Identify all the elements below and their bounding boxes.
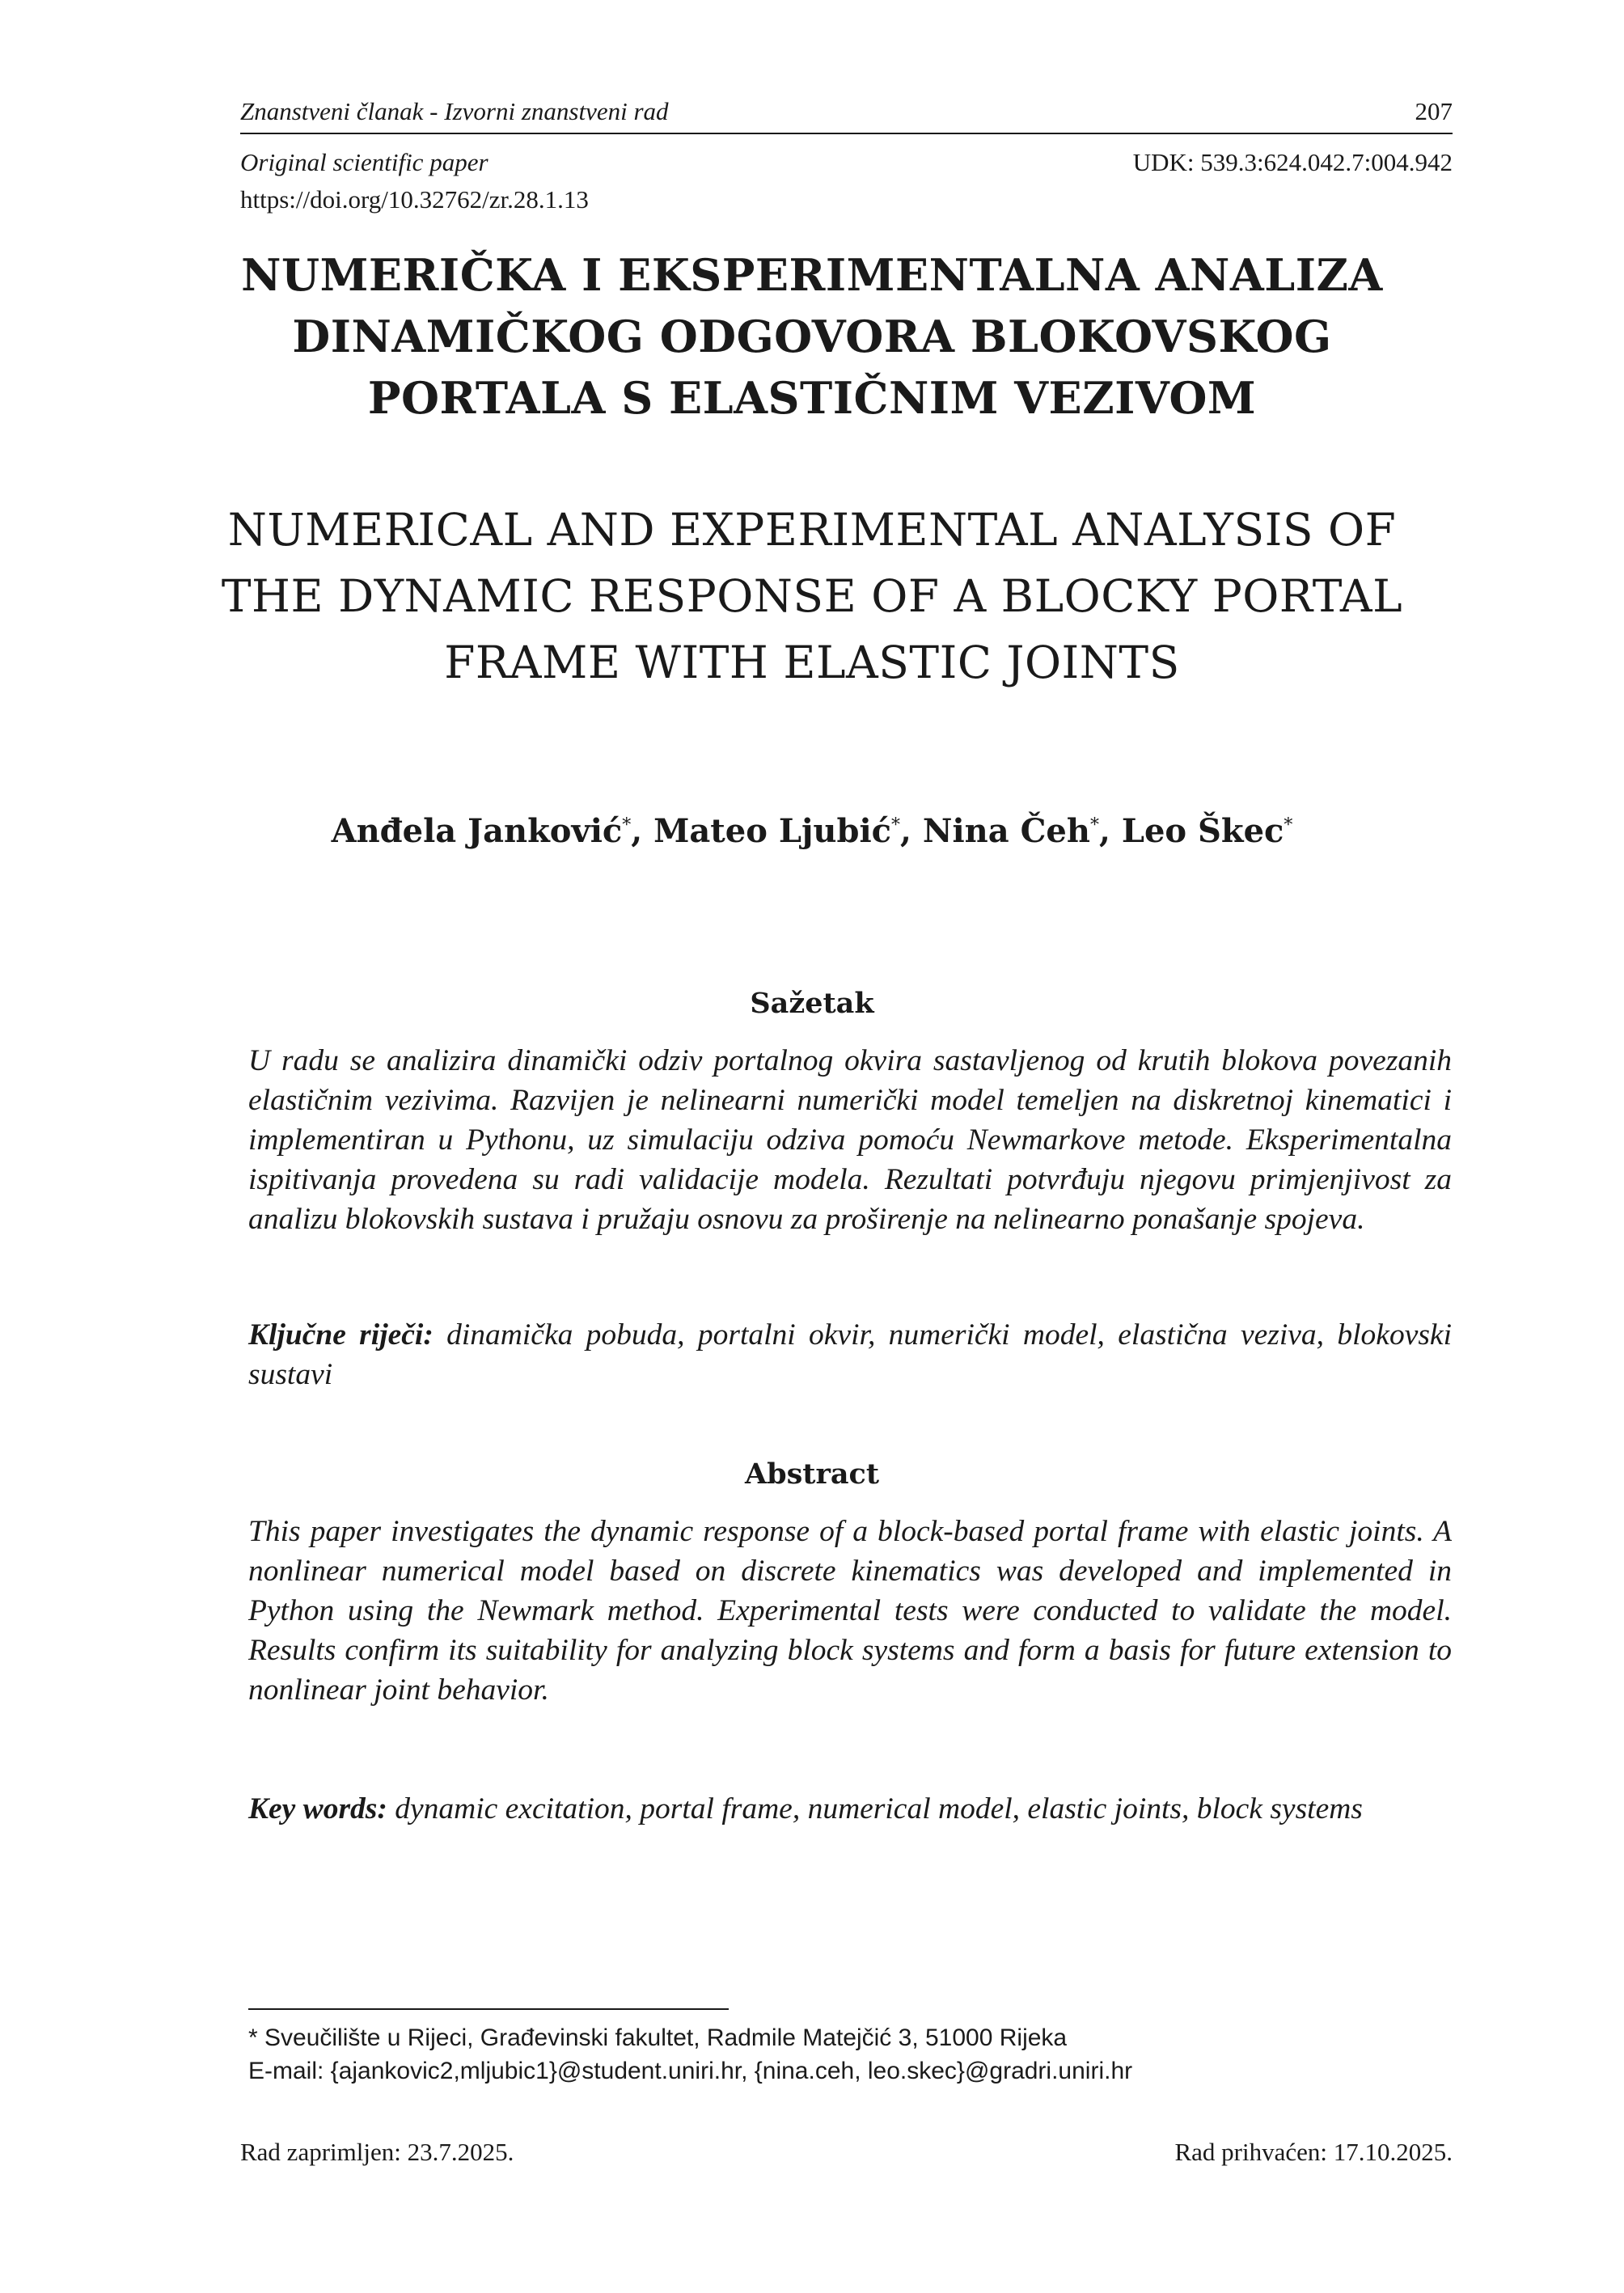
footnote-rule: [248, 2008, 729, 2010]
header-category-hr: Znanstveni članak - Izvorni znanstveni rad: [240, 97, 669, 125]
date-accepted: Rad prihvaćen: 17.10.2025.: [1174, 2138, 1453, 2166]
title-hr-line-2: DINAMIČKOG ODGOVORA BLOKOVSKOG: [292, 311, 1332, 362]
abstract-keywords: [248, 1789, 1452, 1829]
title-en-line-3: FRAME WITH ELASTIC JOINTS: [444, 637, 1180, 688]
title-en-line-2: THE DYNAMIC RESPONSE OF A BLOCKY PORTAL: [221, 570, 1403, 622]
doi-link[interactable]: https://doi.org/10.32762/zr.28.1.13: [240, 185, 589, 214]
header-rule: [240, 133, 1453, 134]
abstract-text: This paper investigates the dynamic response of a block-based portal frame with elastic joints. A nonlinear numerical model based on discrete kinematics was developed and implemented in Python using the Newmark method. Experimental tests were conducted to validate the model. Results confirm its suitability for analyzing block systems and form a basis for future extension to nonlinear joint behavior.: [248, 1515, 1452, 1707]
keywords-label-hr: Ključne riječi:: [248, 1318, 433, 1352]
sazetak-keywords: [248, 1315, 1452, 1394]
title-english: [0, 497, 1624, 696]
footnote-email[interactable]: E-mail: {ajankovic2,mljubic1}@student.uniri.hr, {nina.ceh, leo.skec}@gradri.uniri.hr: [248, 2058, 1133, 2084]
abstract-heading: Abstract: [744, 1457, 880, 1491]
title-hr-line-3: PORTALA S ELASTIČNIM VEZIVOM: [367, 372, 1257, 424]
author-2: Mateo Ljubić*,: [653, 812, 923, 850]
author-1: Anđela Janković*,: [331, 812, 654, 850]
title-en-line-1: NUMERICAL AND EXPERIMENTAL ANALYSIS OF: [227, 504, 1397, 556]
keywords-label-en: Key words:: [248, 1792, 387, 1826]
sazetak-text: U radu se analizira dinamički odziv portalnog okvira sastavljenog od krutih blokova povezanih elastičnim vezivima. Razvijen je nelinearni numerički model temeljen na diskretnoj kinematici i implementiran u Pythonu, uz simulaciju odziva pomoću Newmarkove metode. Eksperimentalna ispitivanja provedena su radi validacije modela. Rezultati potvrđuju njegovu primjenjivost za analizu blokovskih sustava i pružaju osnovu za proširenje na nelinearno ponašanje spojeva.: [248, 1044, 1452, 1236]
author-4: Leo Škec*: [1121, 812, 1293, 850]
keywords-en: dynamic excitation, portal frame, numerical model, elastic joints, block systems: [387, 1792, 1363, 1826]
udk-code: UDK: 539.3:624.042.7:004.942: [1132, 148, 1453, 176]
keywords-hr: dinamička pobuda, portalni okvir, numerički model, elastična veziva, blokovski sustavi: [248, 1318, 1452, 1391]
footnote-affiliation: * Sveučilište u Rijeci, Građevinski fakultet, Radmile Matejčić 3, 51000 Rijeka: [248, 2024, 1068, 2051]
title-hr-line-1: NUMERIČKA I EKSPERIMENTALNA ANALIZA: [241, 249, 1383, 301]
sazetak-heading: Sažetak: [750, 987, 874, 1020]
author-list: [0, 806, 1624, 852]
author-3: Nina Čeh*,: [922, 812, 1122, 850]
date-received: Rad zaprimljen: 23.7.2025.: [240, 2138, 514, 2166]
header-category-en: Original scientific paper: [240, 148, 488, 176]
page-number: 207: [1415, 97, 1453, 125]
title-croatian: [0, 244, 1624, 429]
